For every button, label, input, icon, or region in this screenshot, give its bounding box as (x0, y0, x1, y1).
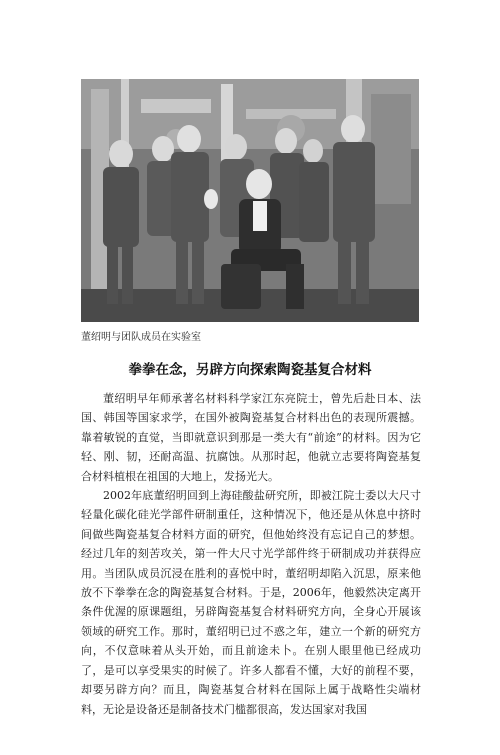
photo-caption: 董绍明与团队成员在实验室 (81, 332, 201, 343)
section-heading: 拳拳在念，另辟方向探索陶瓷基复合材料 (128, 362, 372, 378)
article-body (81, 389, 421, 719)
team-lab-photo (81, 79, 419, 322)
paragraph: 董绍明早年师承著名材料科学家江东亮院士，曾先后赴日本、法国、韩国等国家求学，在国外被陶瓷基复合材料出色的表现所震撼。靠着敏锐的直觉，当即就意识到那是一类大有“前途”的材料。因为它轻、刚、韧，还耐高温、抗腐蚀。从那时起，他就立志要将陶瓷基复合材料植根在祖国的大地上，发扬光大。 (81, 392, 421, 483)
paragraph: 2002年底董绍明回到上海硅酸盐研究所，即被江院士委以大尺寸轻量化碳化硅光学部件研制重任，这种情况下，他还是从休息中挤时间做些陶瓷基复合材料方面的研究，但他始终没有忘记自己的梦想。经过几年的刻苦攻关，第一件大尺寸光学部件终于研制成功并获得应用。当团队成员沉浸在胜利的喜悦中时，董绍明却陷入沉思，原来他放不下拳拳在念的陶瓷基复合材料。于是，2006年，他毅然决定离开条件优渥的原课题组，另辟陶瓷基复合材料研究方向，全身心开展该领域的研究工作。那时，董绍明已过不惑之年，建立一个新的研究方向，不仅意味着从头开始，而且前途未卜。在别人眼里他已经成功了，是可以享受果实的时候了。许多人都看不懂，大好的前程不要，却要另辟方向？而且，陶瓷基复合材料在国际上属于战略性尖端材料，无论是设备还是制备技术门槛都很高，发达国家对我国 (81, 489, 421, 716)
